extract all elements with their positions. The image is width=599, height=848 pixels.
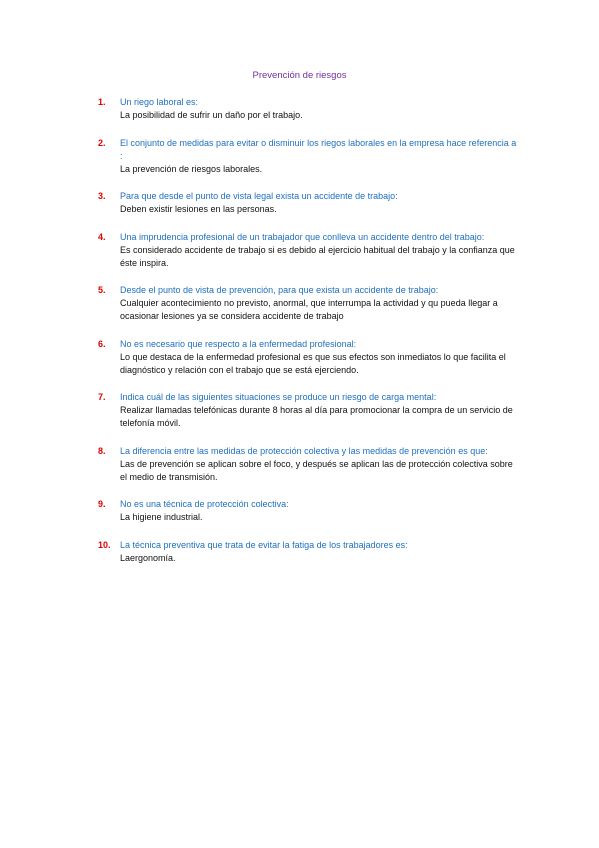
item-number: 7. xyxy=(98,392,106,402)
answer-text: Las de prevención se aplican sobre el foco, y después se aplican las de protección colectiva sobre el medio de transmisión. xyxy=(120,458,513,482)
question-text: Un riego laboral es: xyxy=(120,97,199,107)
answer-text: Deben existir lesiones en las personas. xyxy=(120,204,277,214)
question-text: La técnica preventiva que trata de evitar la fatiga de los trabajadores es: xyxy=(120,539,408,550)
question-list xyxy=(98,96,518,579)
item-number: 2. xyxy=(98,137,106,148)
item-number: 10. xyxy=(98,539,111,550)
answer-text: La posibilidad de sufrir un daño por el trabajo. xyxy=(120,110,303,120)
list-item xyxy=(98,445,518,484)
answer-text: Lo que destaca de la enfermedad profesional es que sus efectos son inmediatos lo que facilita el diagnóstico y relación con el trabajo que se está ejerciendo. xyxy=(120,351,506,375)
item-number: 9. xyxy=(98,499,106,509)
item-number: 4. xyxy=(98,231,106,242)
answer-text: Realizar llamadas telefónicas durante 8 horas al día para promocionar la compra de un servicio de telefonía móvil. xyxy=(120,405,513,428)
item-number: 3. xyxy=(98,191,106,201)
item-number: 6. xyxy=(98,338,106,349)
item-number: 8. xyxy=(98,445,106,456)
answer-text: Cualquier acontecimiento no previsto, anormal, que interrumpa la actividad y qu pueda llegar a ocasionar lesiones ya se considera accidente de trabajo xyxy=(120,298,498,321)
list-item xyxy=(98,498,518,524)
item-number: 1. xyxy=(98,97,106,107)
document-title: Prevención de riesgos xyxy=(252,70,347,81)
question-text: La diferencia entre las medidas de protección colectiva y las medidas de prevención es que: xyxy=(120,445,488,456)
answer-text: Es considerado accidente de trabajo si es debido al ejercicio habitual del trabajo y la confianza que éste inspira. xyxy=(120,244,515,268)
item-number: 5. xyxy=(98,285,106,295)
list-item xyxy=(98,231,518,270)
list-item xyxy=(98,284,518,323)
question-text: No es necesario que respecto a la enfermedad profesional: xyxy=(120,338,357,349)
question-text: El conjunto de medidas para evitar o disminuir los riegos laborales en la empresa hace referencia a : xyxy=(120,137,517,161)
question-text: Una imprudencia profesional de un trabajador que conlleva un accidente dentro del trabajo: xyxy=(120,231,485,242)
question-text: Indica cuál de las siguientes situaciones se produce un riesgo de carga mental: xyxy=(120,392,437,402)
question-text: Para que desde el punto de vista legal exista un accidente de trabajo: xyxy=(120,191,398,201)
answer-text: La prevención de riesgos laborales. xyxy=(120,163,263,174)
answer-text: Laergonomía. xyxy=(120,552,176,563)
list-item xyxy=(98,96,518,122)
list-item xyxy=(98,391,518,430)
list-item xyxy=(98,137,518,176)
answer-text: La higiene industrial. xyxy=(120,512,203,522)
list-item xyxy=(98,190,518,216)
question-text: No es una técnica de protección colectiva: xyxy=(120,499,289,509)
list-item xyxy=(98,539,518,565)
list-item xyxy=(98,338,518,377)
question-text: Desde el punto de vista de prevención, para que exista un accidente de trabajo: xyxy=(120,285,439,295)
